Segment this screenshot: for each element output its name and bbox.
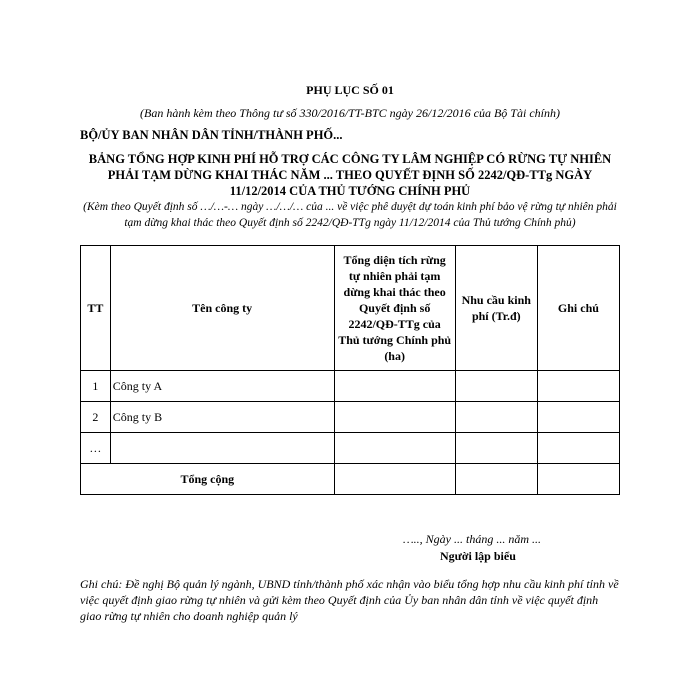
table-row <box>81 371 620 402</box>
header-company: Tên công ty <box>110 246 334 371</box>
cell-tt: … <box>81 433 111 464</box>
main-title: BẢNG TỔNG HỢP KINH PHÍ HỖ TRỢ CÁC CÔNG TY LÂM NGHIỆP CÓ RỪNG TỰ NHIÊN PHẢI TẠM DỪNG KHAI THÁC NĂM ... THEO QUYẾT ĐỊNH SỐ 2242/QĐ-TTg NGÀY 11/12/2014 CỦA THỦ TƯỚNG CHÍNH PHỦ <box>88 152 612 198</box>
header-tt: TT <box>81 246 111 371</box>
cell-funding <box>455 433 537 464</box>
total-area <box>334 464 455 495</box>
cell-tt: 2 <box>81 402 111 433</box>
preparer-label: Người lập biểu <box>440 549 516 563</box>
appendix-title: PHỤ LỤC SỐ 01 <box>306 83 394 97</box>
decision-subnote: (Kèm theo Quyết định số …/…-… ngày …/…/… của ... về việc phê duyệt dự toán kinh phí bảo vệ rừng tự nhiên phải tạm dừng khai thác theo Quyết định số 2242/QĐ-TTg ngày 11/12/2014 của Thủ tướng Chính phủ) <box>83 201 617 229</box>
signature-date-line: ….., Ngày ... tháng ... năm ... <box>403 532 541 546</box>
table-row <box>81 433 620 464</box>
header-funding: Nhu cầu kinh phí (Tr.đ) <box>455 246 537 371</box>
cell-area <box>334 402 455 433</box>
cell-funding <box>455 371 537 402</box>
cell-note <box>537 371 619 402</box>
cell-note <box>537 433 619 464</box>
cell-company: Công ty B <box>110 402 334 433</box>
total-label: Tổng cộng <box>81 464 335 495</box>
table-header-row <box>81 246 620 371</box>
footnote: Ghi chú: Đề nghị Bộ quản lý ngành, UBND tỉnh/thành phố xác nhận vào biểu tổng hợp nhu cầu kinh phí tỉnh về việc quyết định giao rừng tự nhiên và gửi kèm theo Quyết định của Ủy ban nhân dân tỉnh về việc quyết định giao rừng tự nhiên cho doanh nghiệp quản lý <box>80 577 619 623</box>
total-funding <box>455 464 537 495</box>
cell-area <box>334 371 455 402</box>
header-note: Ghi chú <box>537 246 619 371</box>
funding-summary-table <box>80 245 620 495</box>
cell-tt: 1 <box>81 371 111 402</box>
total-note <box>537 464 619 495</box>
header-area: Tổng diện tích rừng tự nhiên phải tạm dừng khai thác theo Quyết định số 2242/QĐ-TTg của Thủ tướng Chính phủ (ha) <box>334 246 455 371</box>
ministry-heading: BỘ/ỦY BAN NHÂN DÂN TỈNH/THÀNH PHỐ... <box>80 128 343 142</box>
cell-note <box>537 402 619 433</box>
cell-company: Công ty A <box>110 371 334 402</box>
cell-funding <box>455 402 537 433</box>
table-row <box>81 402 620 433</box>
cell-company <box>110 433 334 464</box>
cell-area <box>334 433 455 464</box>
issued-note: (Ban hành kèm theo Thông tư số 330/2016/TT-BTC ngày 26/12/2016 của Bộ Tài chính) <box>140 106 560 120</box>
total-row <box>81 464 620 495</box>
